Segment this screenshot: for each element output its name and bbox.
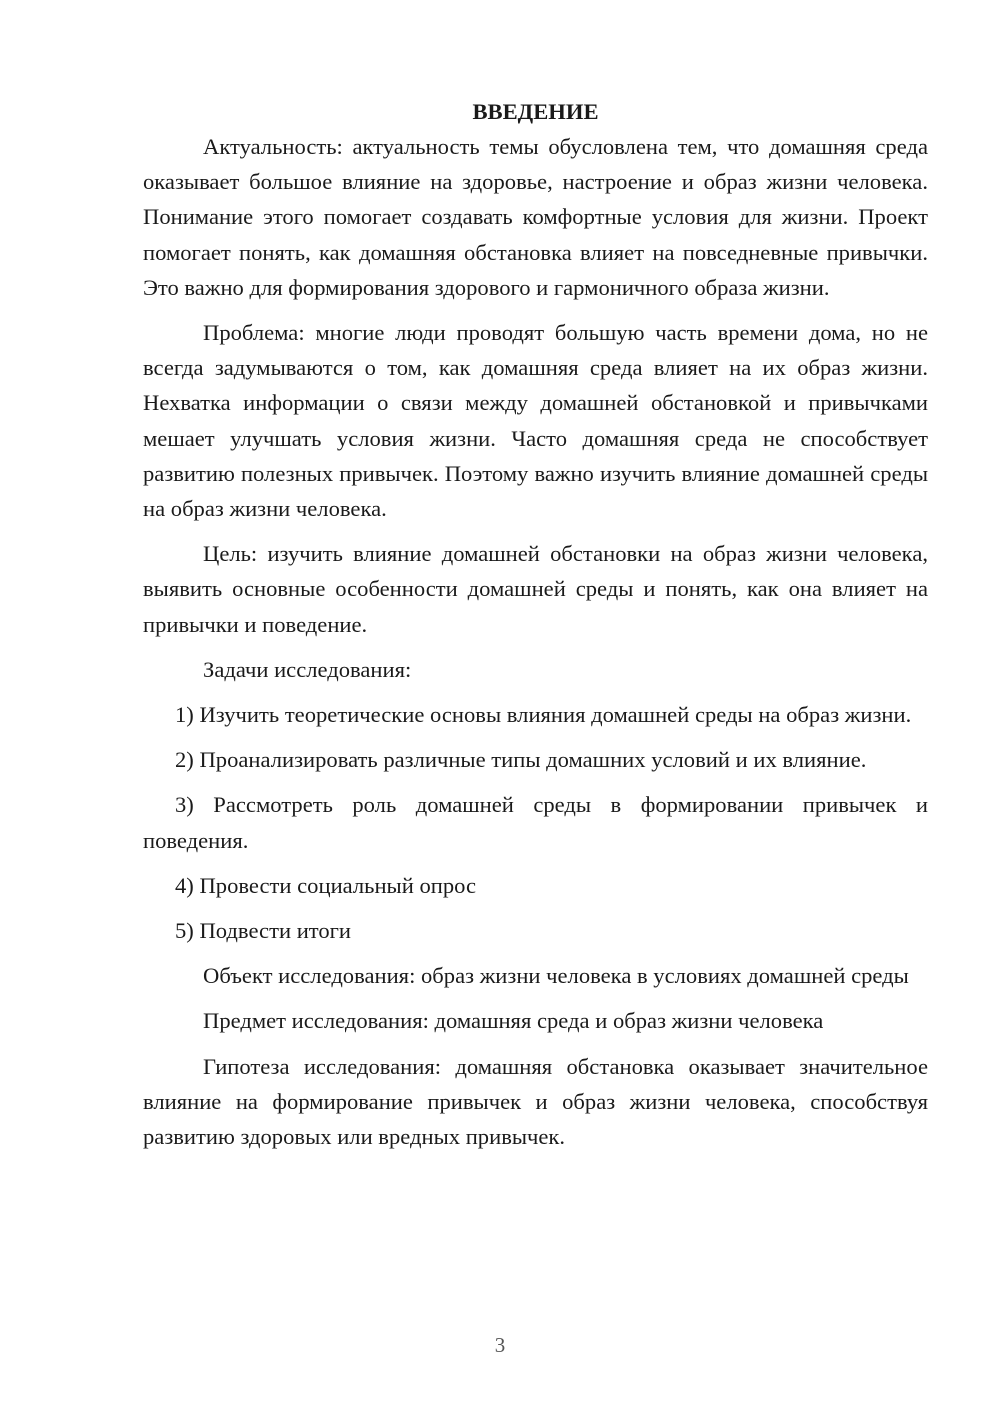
subject-paragraph: Предмет исследования: домашняя среда и образ жизни человека [203, 1008, 824, 1034]
document-page [143, 94, 928, 1154]
task-item-1: 1) Изучить теоретические основы влияния домашней среды на образ жизни. [175, 702, 912, 728]
task-item-5: 5) Подвести итоги [175, 918, 352, 944]
object-paragraph: Объект исследования: образ жизни человека в условиях домашней среды [203, 963, 909, 989]
goal-paragraph: Цель: изучить влияние домашней обстановки на образ жизни человека, выявить основные особенности домашней среды и понять, как она влияет на привычки и поведение. [143, 541, 928, 637]
task-item-3: 3) Рассмотреть роль домашней среды в формировании привычек и поведения. [143, 792, 928, 853]
task-item-2: 2) Проанализировать различные типы домашних условий и их влияние. [175, 747, 867, 773]
problem-paragraph: Проблема: многие люди проводят большую часть времени дома, но не всегда задумываются о том, как домашняя среда влияет на их образ жизни. Нехватка информации о связи между домашней обстановкой и привычками мешает улучшать условия жизни. Часто домашняя среда не способствует развитию полезных привычек. Поэтому важно изучить влияние домашней среды на образ жизни человека. [143, 320, 928, 522]
section-title: ВВЕДЕНИЕ [472, 99, 599, 124]
relevance-paragraph: Актуальность: актуальность темы обусловлена тем, что домашняя среда оказывает большое влияние на здоровье, настроение и образ жизни человека. Понимание этого помогает создавать комфортные условия для жизни. Проект помогает понять, как домашняя обстановка влияет на повседневные привычки. Это важно для формирования здорового и гармоничного образа жизни. [143, 134, 928, 300]
hypothesis-paragraph: Гипотеза исследования: домашняя обстановка оказывает значительное влияние на формирование привычек и образ жизни человека, способствуя развитию здоровых или вредных привычек. [143, 1053, 928, 1150]
page-number: 3 [494, 1333, 506, 1357]
tasks-heading: Задачи исследования: [203, 656, 412, 682]
task-item-4: 4) Провести социальный опрос [175, 872, 477, 898]
